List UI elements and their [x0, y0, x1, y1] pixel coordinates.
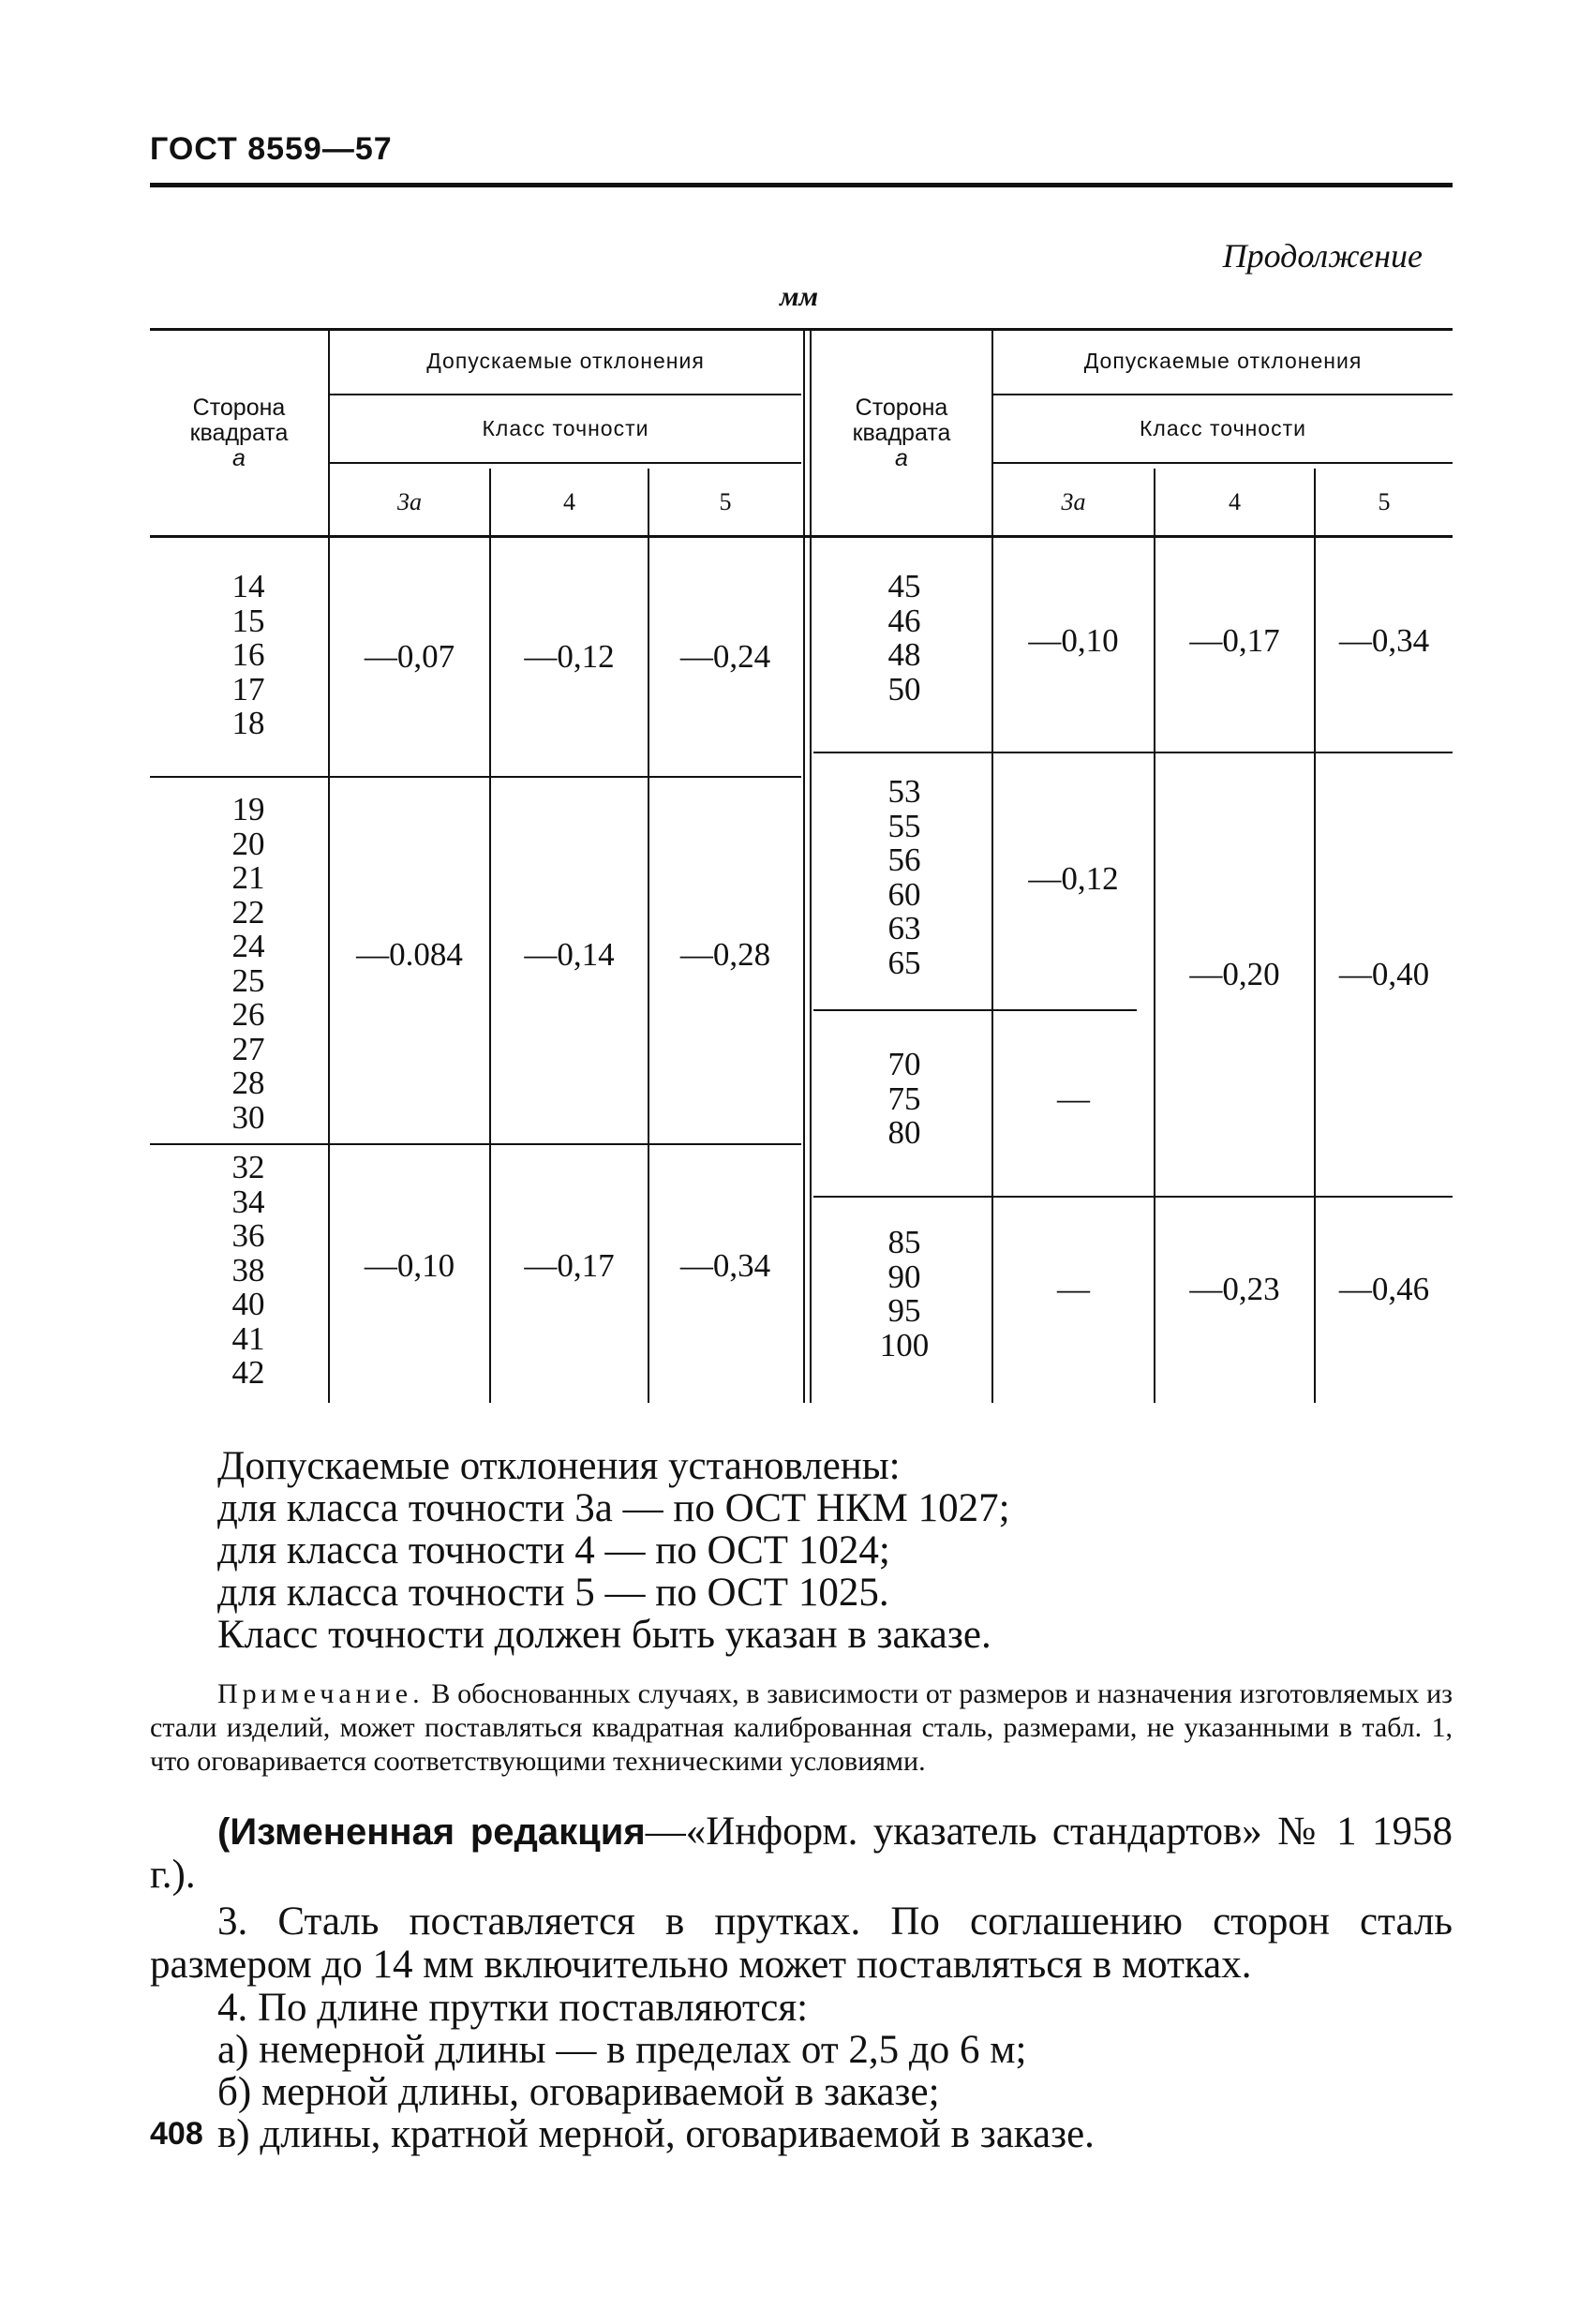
- deviations-header-right: Допускаемые отклонения: [1083, 349, 1363, 373]
- paragraph-3: 3. Сталь поставляется в прутках. По соглашению сторон сталь размером до 14 мм включительно может поставляться в мотках.: [150, 1899, 1453, 1987]
- deviation-4-right-4: —0,23: [1189, 1271, 1280, 1307]
- size-value: 85: [887, 1224, 921, 1260]
- size-value: 30: [231, 1098, 265, 1136]
- class-5-header-left: 5: [719, 488, 732, 515]
- side-header-word-2: квадрата: [189, 420, 289, 446]
- size-value: 60: [887, 875, 921, 913]
- size-value: 40: [231, 1286, 265, 1322]
- deviations-intro: Допускаемые отклонения установлены:: [217, 1444, 901, 1488]
- class-3a-header-left: 3a: [397, 488, 422, 515]
- size-value: 14: [231, 568, 265, 604]
- table-top-rule: [150, 328, 1453, 331]
- size-value: 21: [231, 859, 265, 896]
- size-value: 15: [231, 602, 265, 639]
- size-value: 22: [231, 893, 265, 931]
- deviation-4-left-3: —0,17: [524, 1247, 615, 1284]
- deviation-5-left-3: —0,34: [679, 1247, 771, 1284]
- size-value: 100: [879, 1326, 930, 1363]
- group-rule-right-1: [813, 752, 1453, 753]
- side-header-word-2: квадрата: [852, 420, 951, 446]
- col-rule-right-3a: [1154, 469, 1155, 1403]
- side-header-symbol: a: [895, 445, 908, 471]
- page-number: 408: [150, 2116, 203, 2152]
- size-value: 70: [887, 1046, 921, 1082]
- size-value: 27: [231, 1030, 265, 1067]
- deviation-rule-3a: для класса точности 3а — по ОСТ НКМ 1027;: [217, 1486, 1010, 1530]
- group-rule-left-2: [150, 1143, 801, 1145]
- size-value: 20: [231, 825, 265, 862]
- group-rule-right-3: [813, 1196, 1453, 1198]
- class-in-order: Класс точности должен быть указан в заказе.: [217, 1613, 991, 1657]
- paragraph-4b: б) мерной длины, оговариваемой в заказе;: [217, 2070, 940, 2114]
- deviation-3a-left-1: —0,07: [364, 638, 455, 675]
- note-label: Примечание.: [217, 1678, 425, 1709]
- size-list-right-1: [857, 570, 951, 707]
- paragraph-4: 4. По длине прутки поставляются:: [217, 1986, 809, 2030]
- deviation-3a-right-2: —0,12: [1028, 860, 1119, 897]
- paragraph-4c: в) длины, кратной мерной, оговариваемой в заказе.: [217, 2112, 1095, 2156]
- deviation-4-right-1: —0,17: [1189, 622, 1280, 659]
- col-rule-right-4: [1314, 469, 1316, 1403]
- size-list-right-3: [857, 1048, 951, 1151]
- size-value: 55: [887, 807, 921, 844]
- size-value: 45: [887, 568, 921, 604]
- size-value: 16: [231, 636, 265, 673]
- side-header-word-1: Сторона: [192, 395, 286, 421]
- deviation-3a-right-4: —: [1057, 1271, 1090, 1307]
- class-4-header-left: 4: [563, 488, 575, 515]
- side-header-right: [812, 395, 991, 471]
- header-rule-right-2: [993, 462, 1453, 464]
- size-value: 50: [887, 670, 921, 708]
- col-rule-divider-b: [810, 330, 812, 1403]
- deviation-5-right-4: —0,46: [1338, 1271, 1430, 1307]
- size-value: 90: [887, 1258, 921, 1295]
- size-value: 19: [231, 791, 265, 827]
- size-value: 24: [231, 928, 265, 964]
- size-value: 17: [231, 670, 265, 708]
- revision-bold: (Измененная редакция: [217, 1811, 646, 1853]
- class-4-header-right: 4: [1229, 488, 1241, 515]
- group-rule-right-2: [813, 1009, 1137, 1011]
- size-list-left-1: [201, 570, 295, 741]
- size-value: 41: [231, 1319, 265, 1357]
- size-value: 63: [887, 910, 921, 946]
- deviation-4-right-merged: —0,20: [1189, 956, 1280, 992]
- revision-note: [150, 1810, 1453, 1897]
- size-list-right-4: [857, 1226, 951, 1363]
- header-bottom-rule: [150, 535, 1453, 538]
- header-rule-left-1: [330, 394, 801, 395]
- size-value: 53: [887, 773, 921, 810]
- continuation-label: Продолжение: [1222, 237, 1423, 275]
- header-rule-left-2: [330, 462, 801, 464]
- paragraph-4a: а) немерной длины — в пределах от 2,5 до 6 м;: [217, 2028, 1027, 2072]
- size-value: 34: [231, 1183, 265, 1220]
- accuracy-class-header-left: Класс точности: [482, 416, 649, 440]
- deviation-3a-left-2: —0.084: [356, 936, 463, 973]
- deviation-3a-right-3: —: [1057, 1080, 1090, 1117]
- deviation-5-left-2: —0,28: [679, 936, 771, 973]
- size-value: 28: [231, 1065, 265, 1101]
- side-header-left: [150, 395, 328, 471]
- header-rule-right-1: [993, 394, 1453, 395]
- deviation-3a-right-1: —0,10: [1028, 622, 1119, 659]
- size-list-left-3: [201, 1151, 295, 1391]
- deviation-5-right-merged: —0,40: [1338, 956, 1430, 992]
- note-body: В обоснованных случаях, в зависимости от размеров и назначения изготовляемых из стали изделий, может поставляться квадратная калиброванная сталь, размерами, не указанными в табл. 1, что оговаривается соответствующими техническими условиями.: [150, 1678, 1453, 1777]
- note-paragraph: [150, 1677, 1453, 1779]
- size-value: 32: [231, 1149, 265, 1185]
- size-value: 36: [231, 1217, 265, 1254]
- size-value: 46: [887, 602, 921, 639]
- size-value: 18: [231, 705, 265, 741]
- size-value: 80: [887, 1114, 921, 1151]
- deviation-4-left-2: —0,14: [524, 936, 615, 973]
- accuracy-class-header-right: Класс точности: [1140, 416, 1306, 440]
- deviation-5-right-1: —0,34: [1338, 622, 1430, 659]
- size-value: 25: [231, 961, 265, 999]
- deviation-rule-4: для класса точности 4 — по ОСТ 1024;: [217, 1528, 890, 1572]
- deviation-3a-left-3: —0,10: [364, 1247, 455, 1284]
- size-value: 26: [231, 996, 265, 1033]
- deviation-5-left-1: —0,24: [679, 638, 771, 675]
- side-header-symbol: a: [232, 445, 246, 471]
- class-3a-header-right: 3a: [1061, 488, 1086, 515]
- class-5-header-right: 5: [1378, 488, 1391, 515]
- size-value: 38: [231, 1251, 265, 1289]
- size-value: 56: [887, 842, 921, 878]
- col-rule-divider-a: [803, 330, 805, 1403]
- size-list-left-2: [201, 793, 295, 1135]
- side-header-word-1: Сторона: [855, 395, 948, 421]
- deviation-rule-5: для класса точности 5 — по ОСТ 1025.: [217, 1571, 889, 1615]
- size-value: 65: [887, 944, 921, 981]
- unit-label: мм: [780, 281, 819, 312]
- size-value: 48: [887, 636, 921, 673]
- size-value: 95: [887, 1292, 921, 1329]
- revision-rest: —«Информ. указатель стандартов» № 1 1958 г.).: [150, 1810, 1453, 1897]
- group-rule-left-1: [150, 776, 801, 778]
- deviations-header-left: Допускаемые отклонения: [426, 349, 705, 373]
- deviation-4-left-1: —0,12: [524, 638, 615, 675]
- size-value: 42: [231, 1354, 265, 1391]
- size-list-right-2: [857, 775, 951, 980]
- document-header: ГОСТ 8559—57: [150, 131, 393, 167]
- size-value: 75: [887, 1080, 921, 1117]
